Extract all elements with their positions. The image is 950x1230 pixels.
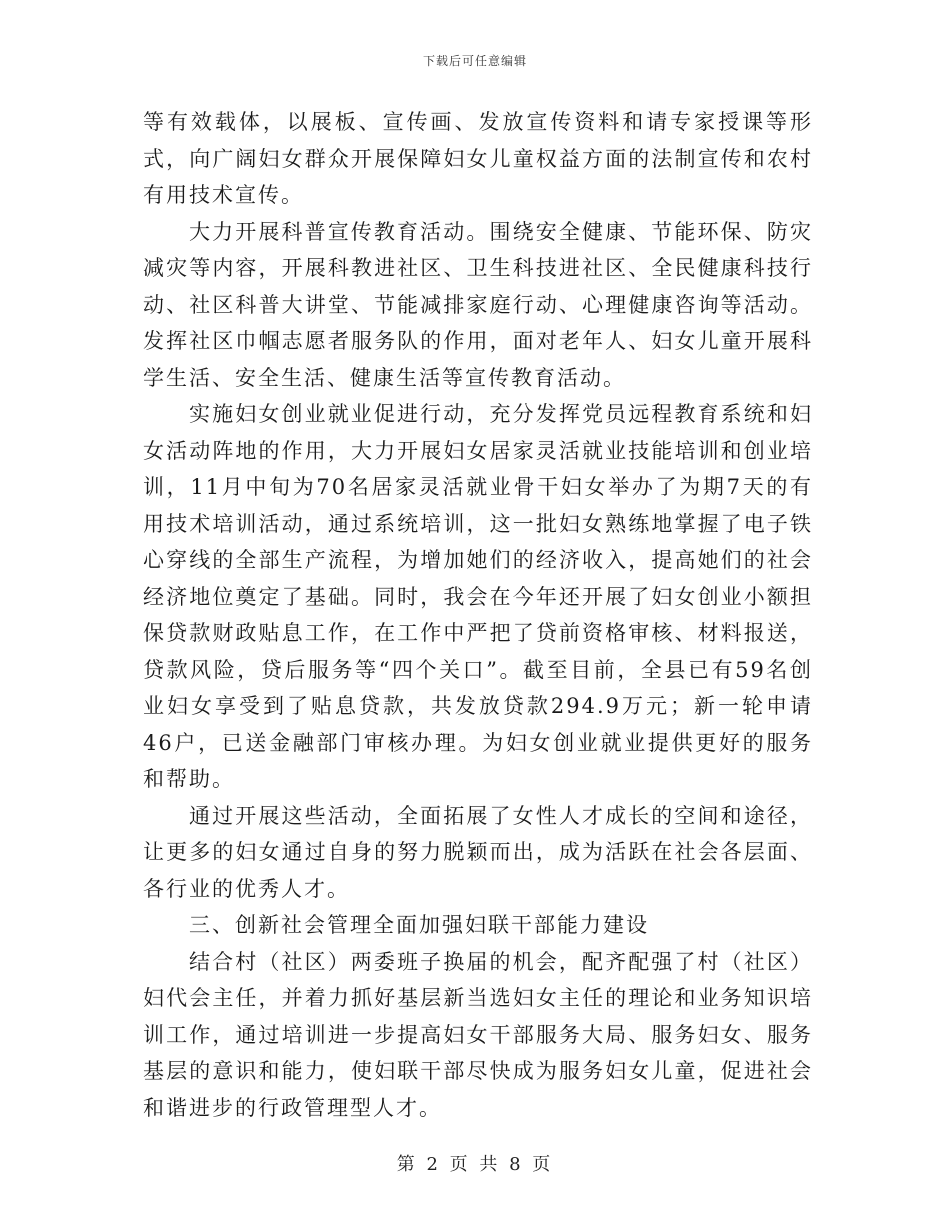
paragraph-cadre-training: 结合村（社区）两委班子换届的机会，配齐配强了村（社区）妇代会主任，并着力抓好基层新当选妇女主任的理论和业务知识培训工作，通过培训进一步提高妇女干部服务大局、服务妇女、服务基层的意识和能力，使妇联干部尽快成为服务妇女儿童，促进社会和谐进步的行政管理型人才。 [143,949,813,1120]
paragraph-talent-growth: 通过开展这些活动，全面拓展了女性人才成长的空间和途径，让更多的妇女通过自身的努力脱颖而出，成为活跃在社会各层面、各行业的优秀人才。 [143,803,813,901]
paragraph-science-education: 大力开展科普宣传教育活动。围绕安全健康、节能环保、防灾减灾等内容，开展科教进社区、卫生科技进社区、全民健康科技行动、社区科普大讲堂、节能减排家庭行动、心理健康咨询等活动。发挥社区巾帼志愿者服务队的作用，面对老年人、妇女儿童开展科学生活、安全生活、健康生活等宣传教育活动。 [143,219,813,390]
document-body [143,104,813,1126]
paragraph-promotion-carriers: 等有效载体，以展板、宣传画、发放宣传资料和请专家授课等形式，向广阔妇女群众开展保障妇女儿童权益方面的法制宣传和农村有用技术宣传。 [143,110,813,207]
page-number: 第 2 页 共 8 页 [396,1154,554,1175]
section-heading: 三、创新社会管理全面加强妇联干部能力建设 [189,913,649,937]
page-header: 下载后可任意编辑 [422,54,527,68]
paragraph-entrepreneurship: 实施妇女创业就业促进行动，充分发挥党员远程教育系统和妇女活动阵地的作用，大力开展妇女居家灵活就业技能培训和创业培训，11月中旬为70名居家灵活就业骨干妇女举办了为期7天的有用技术培训活动，通过系统培训，这一批妇女熟练地掌握了电子铁心穿线的全部生产流程，为增加她们的经济收入，提高她们的社会经济地位奠定了基础。同时，我会在今年还开展了妇女创业小额担保贷款财政贴息工作，在工作中严把了贷前资格审核、材料报送，贷款风险，贷后服务等“四个关口”。截至目前，全县已有59名创业妇女享受到了贴息贷款，共发放贷款294.9万元；新一轮申请46户，已送金融部门审核办理。为妇女创业就业提供更好的服务和帮助。 [143,402,813,791]
